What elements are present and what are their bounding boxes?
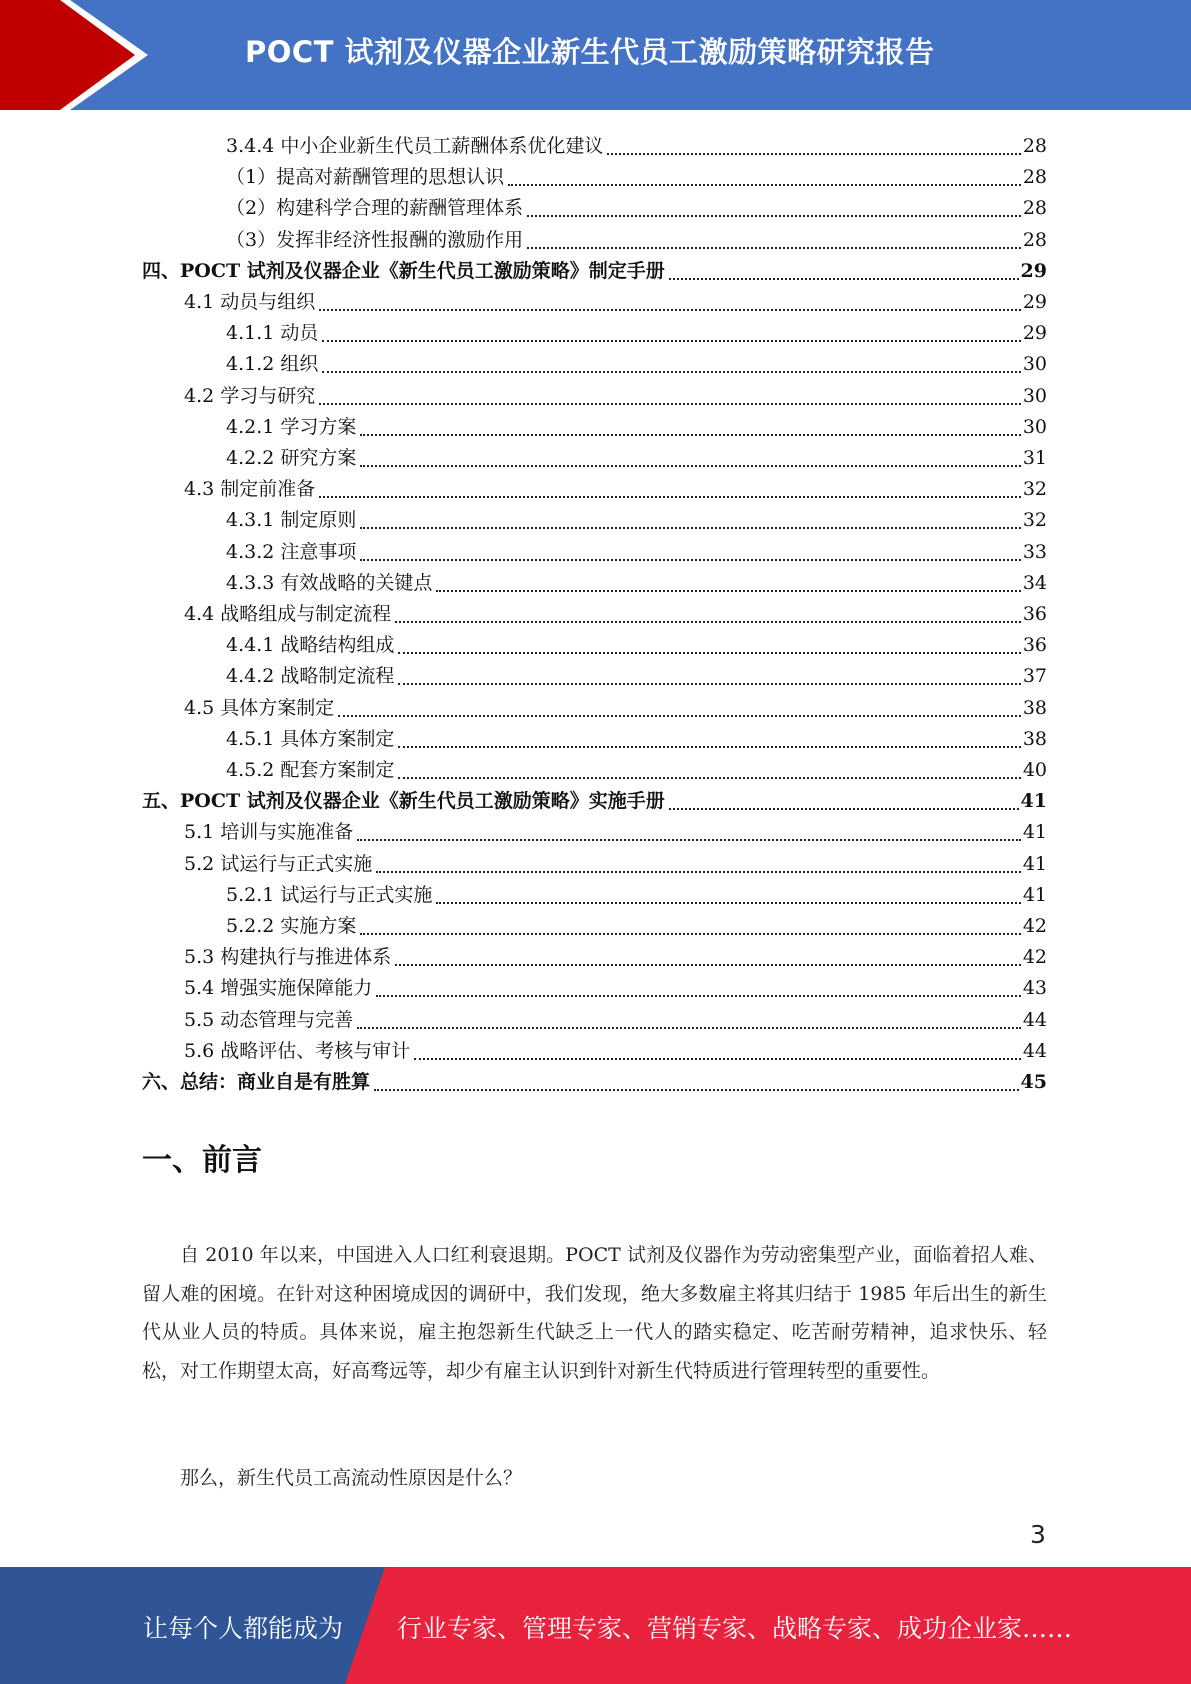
toc-entry-label: 5.2.1 试运行与正式实施: [226, 884, 433, 906]
toc-entry[interactable]: [142, 253, 1047, 284]
page-header: [0, 0, 1191, 110]
toc-leader-dots: [376, 870, 1021, 873]
footer-slogan-right: 行业专家、管理专家、营销专家、战略专家、成功企业家……: [397, 1614, 1073, 1643]
toc-entry-label: 4.5.2 配套方案制定: [226, 759, 395, 781]
toc-leader-dots: [436, 589, 1020, 592]
toc-entry-label: 3.4.4 中小企业新生代员工薪酬体系优化建议: [226, 135, 604, 157]
toc-leader-dots: [338, 714, 1021, 717]
toc-leader-dots: [360, 433, 1020, 436]
toc-leader-dots: [376, 994, 1021, 997]
toc-entry-label: 5.5 动态管理与完善: [184, 1009, 354, 1031]
toc-entry[interactable]: [226, 658, 1047, 689]
toc-entry[interactable]: [184, 471, 1047, 502]
toc-entry-label: 4.1.1 动员: [226, 322, 319, 344]
toc-entry-page: 34: [1022, 572, 1047, 594]
toc-leader-dots: [360, 932, 1020, 935]
toc-entry[interactable]: [226, 128, 1047, 159]
page-number: 3: [1030, 1520, 1046, 1549]
footer-slogan-left: 让每个人都能成为: [143, 1614, 344, 1643]
toc-entry[interactable]: [226, 534, 1047, 565]
toc-entry-page: 38: [1022, 728, 1047, 750]
toc-entry-label: 4.1 动员与组织: [184, 291, 316, 313]
toc-entry-label: 5.4 增强实施保障能力: [184, 977, 373, 999]
toc-entry-label: 4.5 具体方案制定: [184, 697, 335, 719]
toc-entry[interactable]: [184, 970, 1047, 1001]
toc-entry-page: 44: [1022, 1040, 1047, 1062]
toc-entry[interactable]: [226, 409, 1047, 440]
toc-entry[interactable]: [184, 690, 1047, 721]
toc-entry-page: 33: [1022, 541, 1047, 563]
toc-entry-label: 4.2.1 学习方案: [226, 416, 357, 438]
toc-entry-page: 28: [1022, 197, 1047, 219]
toc-leader-dots: [319, 308, 1021, 311]
toc-entry[interactable]: [226, 346, 1047, 377]
toc-leader-dots: [398, 651, 1020, 654]
toc-entry[interactable]: [184, 378, 1047, 409]
toc-entry[interactable]: [184, 846, 1047, 877]
toc-leader-dots: [322, 339, 1020, 342]
toc-entry[interactable]: [184, 1002, 1047, 1033]
toc-leader-dots: [398, 682, 1020, 685]
toc-entry-page: 37: [1022, 665, 1047, 687]
toc-leader-dots: [414, 1057, 1021, 1060]
toc-entry-label: 5.2 试运行与正式实施: [184, 853, 373, 875]
toc-leader-dots: [319, 495, 1021, 498]
question-paragraph: 那么，新生代员工高流动性原因是什么？: [180, 1467, 523, 1489]
toc-entry-page: 30: [1022, 385, 1047, 407]
toc-entry-page: 32: [1022, 478, 1047, 500]
toc-leader-dots: [374, 1088, 1019, 1091]
toc-leader-dots: [360, 558, 1020, 561]
toc-entry-label: 5.1 培训与实施准备: [184, 821, 354, 843]
toc-leader-dots: [669, 807, 1019, 810]
section-heading: 一、前言: [142, 1143, 262, 1178]
toc-entry-label: 5.3 构建执行与推进体系: [184, 946, 392, 968]
toc-leader-dots: [436, 901, 1020, 904]
toc-leader-dots: [395, 963, 1021, 966]
toc-entry-page: 29: [1022, 291, 1047, 313]
toc-entry-label: 四、POCT 试剂及仪器企业《新生代员工激励策略》制定手册: [142, 260, 665, 282]
toc-entry-label: 4.4.1 战略结构组成: [226, 634, 395, 656]
toc-entry-page: 28: [1022, 166, 1047, 188]
toc-entry-page: 36: [1022, 634, 1047, 656]
toc-entry-label: 4.4 战略组成与制定流程: [184, 603, 392, 625]
toc-entry-page: 40: [1022, 759, 1047, 781]
toc-entry-page: 42: [1022, 946, 1047, 968]
toc-entry[interactable]: [184, 596, 1047, 627]
toc-leader-dots: [398, 745, 1020, 748]
toc-leader-dots: [319, 402, 1021, 405]
toc-leader-dots: [607, 152, 1020, 155]
toc-entry[interactable]: [184, 939, 1047, 970]
toc-leader-dots: [527, 214, 1021, 217]
toc-entry[interactable]: [226, 565, 1047, 596]
toc-entry-label: 4.3 制定前准备: [184, 478, 316, 500]
toc-entry[interactable]: [184, 284, 1047, 315]
toc-entry-label: 六、总结：商业自是有胜算: [142, 1071, 371, 1093]
toc-entry-page: 29: [1020, 260, 1047, 282]
toc-entry-page: 42: [1022, 915, 1047, 937]
toc-entry[interactable]: [226, 502, 1047, 533]
toc-entry-page: 41: [1022, 853, 1047, 875]
toc-entry-label: 4.5.1 具体方案制定: [226, 728, 395, 750]
toc-entry-label: 五、POCT 试剂及仪器企业《新生代员工激励策略》实施手册: [142, 790, 665, 812]
toc-entry-page: 28: [1022, 229, 1047, 251]
toc-entry[interactable]: [184, 1033, 1047, 1064]
toc-entry[interactable]: [226, 315, 1047, 346]
toc-leader-dots: [357, 1026, 1021, 1029]
toc-entry-label: 4.4.2 战略制定流程: [226, 665, 395, 687]
toc-entry-label: 4.2 学习与研究: [184, 385, 316, 407]
toc-entry-page: 36: [1022, 603, 1047, 625]
toc-entry[interactable]: [226, 440, 1047, 471]
toc-entry-page: 28: [1022, 135, 1047, 157]
toc-entry-page: 29: [1022, 322, 1047, 344]
toc-entry-page: 44: [1022, 1009, 1047, 1031]
toc-entry[interactable]: [142, 1064, 1047, 1095]
toc-entry[interactable]: [184, 814, 1047, 845]
toc-leader-dots: [527, 246, 1021, 249]
toc-entry-label: （3）发挥非经济性报酬的激励作用: [226, 229, 524, 251]
toc-entry-label: 5.6 战略评估、考核与审计: [184, 1040, 411, 1062]
header-chevron-icon: [0, 0, 200, 110]
toc-entry-label: 5.2.2 实施方案: [226, 915, 357, 937]
toc-entry-page: 32: [1022, 509, 1047, 531]
toc-entry-label: （1）提高对薪酬管理的思想认识: [226, 166, 505, 188]
toc-leader-dots: [357, 838, 1021, 841]
report-title: POCT 试剂及仪器企业新生代员工激励策略研究报告: [245, 35, 935, 69]
toc-leader-dots: [322, 370, 1020, 373]
toc-entry-page: 41: [1020, 790, 1047, 812]
toc-entry-label: 4.1.2 组织: [226, 353, 319, 375]
toc-entry-label: 4.3.3 有效战略的关键点: [226, 572, 433, 594]
toc-entry[interactable]: [226, 908, 1047, 939]
toc-entry[interactable]: [226, 159, 1047, 190]
toc-entry-label: 4.3.2 注意事项: [226, 541, 357, 563]
toc-entry[interactable]: [226, 877, 1047, 908]
toc-entry-page: 45: [1020, 1071, 1047, 1093]
toc-leader-dots: [360, 526, 1020, 529]
toc-entry-page: 43: [1022, 977, 1047, 999]
toc-entry[interactable]: [226, 627, 1047, 658]
intro-paragraph: 自 2010 年以来，中国进入人口红利衰退期。POCT 试剂及仪器作为劳动密集型产业，面临着招人难、留人难的困境。在针对这种困境成因的调研中，我们发现，绝大多数雇主将其归结于 1985 年后出生的新生代从业人员的特质。具体来说，雇主抱怨新生代缺乏上一代人的踏实稳定、吃苦耐劳精神，追求快乐、轻松，对工作期望太高，好高骛远等，却少有雇主认识到针对新生代特质进行管理转型的重要性。: [142, 1244, 1047, 1382]
toc-entry[interactable]: [142, 783, 1047, 814]
toc-entry-page: 30: [1022, 353, 1047, 375]
toc-entry-page: 30: [1022, 416, 1047, 438]
toc-entry-page: 41: [1022, 821, 1047, 843]
toc-entry[interactable]: [226, 721, 1047, 752]
toc-entry-label: （2）构建科学合理的薪酬管理体系: [226, 197, 524, 219]
toc-leader-dots: [398, 776, 1020, 779]
toc-leader-dots: [395, 620, 1021, 623]
page-footer: [0, 1567, 1191, 1684]
toc-entry-page: 31: [1022, 447, 1047, 469]
toc-leader-dots: [669, 277, 1019, 280]
toc-leader-dots: [508, 183, 1021, 186]
toc-entry-label: 4.2.2 研究方案: [226, 447, 357, 469]
toc-entry-page: 38: [1022, 697, 1047, 719]
toc-entry[interactable]: [226, 190, 1047, 221]
toc-leader-dots: [360, 464, 1020, 467]
toc-entry-page: 41: [1022, 884, 1047, 906]
toc-entry-label: 4.3.1 制定原则: [226, 509, 357, 531]
toc-entry[interactable]: [226, 752, 1047, 783]
toc-entry[interactable]: [226, 222, 1047, 253]
